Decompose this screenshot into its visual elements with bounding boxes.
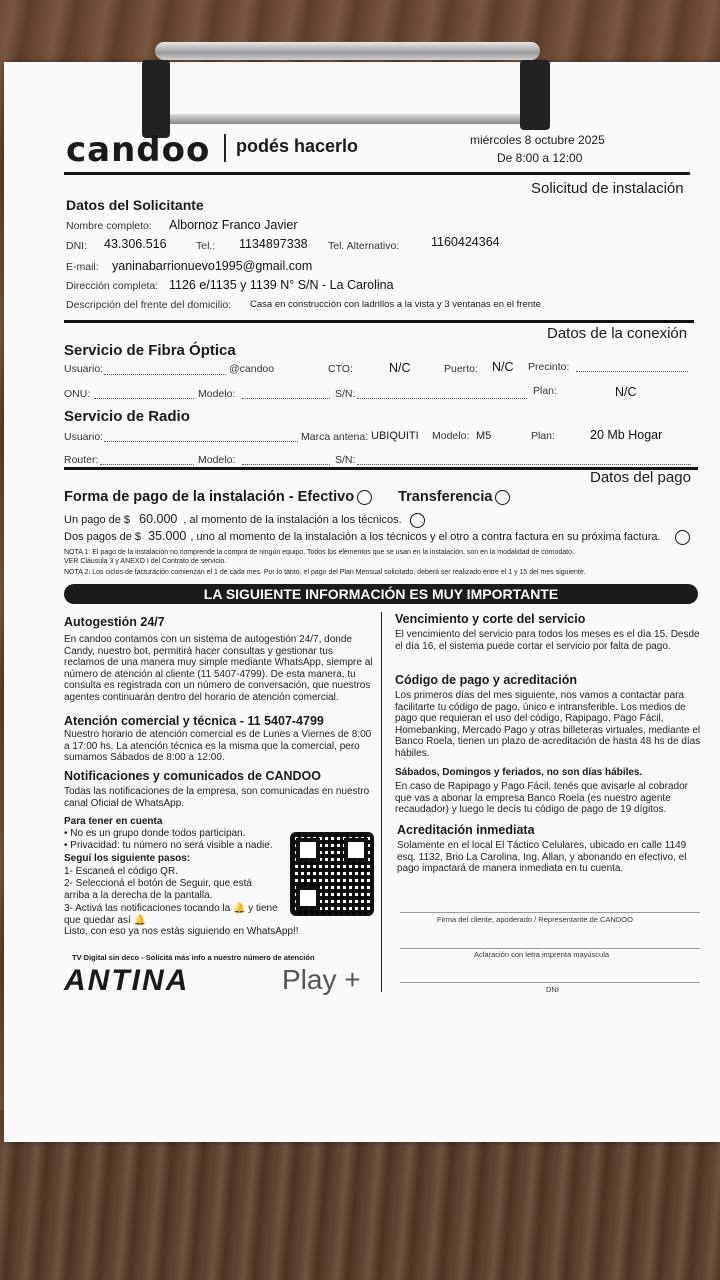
- dos-pagos-suffix: , uno al momento de la instalación a los técnicos y el otro a contra factura en su próxima factura.: [190, 531, 661, 543]
- dos-pagos-radio[interactable]: [675, 530, 690, 545]
- header-rule: [64, 172, 690, 175]
- firma-line[interactable]: [400, 912, 700, 913]
- nombre-field[interactable]: Albornoz Franco Javier: [169, 218, 298, 232]
- acreditacion-text: Solamente en el local El Táctico Celulares, ubicado en calle 1149 esq. 1132, Brio La Carolina, Ing. Allan, y abonando en efectivo, el pago impactará de manera inmediata en tu cuenta.: [397, 840, 687, 875]
- dos-pagos-prefix: Dos pagos de $: [64, 531, 142, 543]
- atencion-text: Nuestro horario de atención comercial es de Lunes a Viernes de 8:00 a 17:00 hs. La atención técnica es la misma que la comercial, pero sumamos Sábados de 8:00 a 12:00.: [64, 729, 372, 764]
- pasos-title: Seguí los siguiente pasos:: [64, 853, 191, 864]
- radio-title: Servicio de Radio: [64, 408, 190, 425]
- column-divider: [381, 612, 382, 992]
- efectivo-radio[interactable]: [357, 490, 372, 505]
- dni-sign-label: DNI: [546, 985, 559, 994]
- conexion-title: Datos de la conexión: [547, 325, 688, 342]
- precinto-field[interactable]: [576, 370, 688, 372]
- radio-modelo-label: Modelo:: [432, 430, 470, 442]
- frente-label: Descripción del frente del domicilio:: [66, 299, 232, 311]
- un-pago-line: [64, 512, 425, 528]
- fibra-usuario-field[interactable]: [104, 373, 226, 375]
- codigo-title: Código de pago y acreditación: [395, 673, 577, 687]
- tel-label: Tel.:: [196, 240, 216, 252]
- antina-logo: ANTINA: [64, 964, 190, 997]
- notificaciones-title: Notificaciones y comunicados de CANDOO: [64, 769, 321, 783]
- qr-corner: [344, 838, 368, 862]
- dos-pagos-line: [64, 529, 690, 545]
- nota-1: NOTA 1: El pago de la instalación no comprende la compra de ningún equipo. Todos los elementos que se usan en la instalación, son en la modalidad de comodato.: [64, 549, 574, 556]
- fibra-plan-label: Plan:: [533, 385, 557, 397]
- antina-play-logo: Play +: [282, 964, 361, 995]
- clipboard-clip-icon: [155, 42, 540, 60]
- important-banner: LA SIGUIENTE INFORMACIÓN ES MUY IMPORTANTE: [64, 584, 698, 604]
- nombre-label: Nombre completo:: [66, 220, 152, 232]
- email-field[interactable]: yaninabarrionuevo1995@gmail.com: [112, 259, 313, 273]
- onu-modelo-field[interactable]: [242, 397, 330, 399]
- paso-2: 2- Seleccioná el botón de Seguir, que está arriba a la derecha de la pantalla.: [64, 878, 252, 901]
- marca-field[interactable]: UBIQUITI: [371, 430, 419, 442]
- router-modelo-field[interactable]: [242, 463, 330, 465]
- appointment-time: De 8:00 a 12:00: [497, 151, 583, 165]
- tel-alt-label: Tel. Alternativo:: [328, 240, 400, 252]
- appointment-date: miércoles 8 octubre 2025: [470, 133, 605, 147]
- radio-usuario-label: Usuario:: [64, 431, 104, 443]
- solicitante-title: Datos del Solicitante: [66, 197, 204, 213]
- frente-field[interactable]: Casa en construcción con ladrillos a la vista y 3 ventanas en el frente: [250, 299, 541, 310]
- candoo-logo: candoo: [66, 130, 211, 170]
- dos-pagos-amount[interactable]: 35.000: [148, 529, 187, 543]
- rapipago-text: En caso de Rapipago y Pago Fácil, tenés que avisarle al cobrador que vas a abonar la empresa Banco Roela (es nuestro agente recaudador) y luego le decís tu código de pago de 19 dígitos.: [395, 781, 688, 816]
- un-pago-radio[interactable]: [410, 513, 425, 528]
- bullet-1: • No es un grupo donde todos participan.: [64, 828, 246, 839]
- qr-corner: [296, 886, 320, 910]
- onu-field[interactable]: [94, 397, 194, 399]
- firma-label: Firma del cliente, apoderado / Representante de CANDOO: [437, 915, 633, 924]
- router-label: Router:: [64, 454, 99, 466]
- notificaciones-text: Todas las notificaciones de la empresa, son comunicadas en nuestro canal Oficial de WhatsApp.: [64, 786, 370, 809]
- fibra-usuario-label: Usuario:: [64, 363, 104, 375]
- puerto-field[interactable]: N/C: [492, 360, 514, 374]
- clip-handle-right: [520, 60, 550, 130]
- onu-label: ONU:: [64, 388, 91, 400]
- onu-sn-field[interactable]: [357, 397, 527, 399]
- aclaracion-line[interactable]: [400, 948, 700, 949]
- dni-field[interactable]: 43.306.516: [104, 237, 167, 251]
- tagline: podés hacerlo: [236, 136, 359, 156]
- router-modelo-label: Modelo:: [198, 454, 236, 466]
- solicitante-rule: [64, 320, 694, 323]
- dni-sign-line[interactable]: [400, 982, 700, 983]
- radio-modelo-field[interactable]: M5: [476, 430, 492, 442]
- router-sn-field[interactable]: [357, 463, 691, 465]
- fibra-title: Servicio de Fibra Óptica: [64, 342, 236, 359]
- form-title: Solicitud de instalación: [531, 180, 684, 197]
- transferencia-label: Transferencia: [398, 489, 493, 505]
- paso-3: 3- Activá las notificaciones tocando la 🔔 y tiene que quedar así 🔔: [64, 903, 278, 926]
- tel-alt-field[interactable]: 1160424364: [431, 235, 500, 249]
- fibra-plan-field[interactable]: N/C: [615, 385, 637, 399]
- logo-separator: [224, 134, 226, 162]
- pago-title: Datos del pago: [590, 469, 691, 486]
- autogestion-text: En candoo contamos con un sistema de autogestión 24/7, donde Candy, nuestro bot, permitirá hacer consultas y gestionar tus reclamos de una manera muy simple mediante WhatsApp, siempre al número de atención al cliente (11 5407-4799). De esta manera, tu consulta es registrada con un número de conversación, que nuestros agentes continuarán dentro del horario de atención comercial.: [64, 634, 373, 703]
- marca-label: Marca antena:: [301, 431, 369, 443]
- un-pago-amount[interactable]: 60.000: [139, 512, 178, 526]
- listo-text: Listo, con eso ya nos estás siguiendo en WhatsApp!!: [64, 926, 299, 937]
- precinto-label: Precinto:: [528, 361, 570, 373]
- vencimiento-text: El vencimiento del servicio para todos los meses es el día 15. Desde el día 16, el sistema puede cortar el servicio por falta de pago.: [395, 629, 700, 652]
- clip-handle-left: [142, 60, 170, 138]
- onu-modelo-label: Modelo:: [198, 388, 236, 400]
- tv-line: TV Digital sin deco - Solicitá más info a nuestro número de atención: [72, 953, 315, 962]
- aclaracion-label: Aclaración con letra imprenta mayúscula: [474, 950, 610, 959]
- clipboard-wire: [160, 114, 530, 124]
- radio-plan-label: Plan:: [531, 430, 555, 442]
- un-pago-suffix: , al momento de la instalación a los técnicos.: [183, 514, 402, 526]
- puerto-label: Puerto:: [444, 363, 478, 375]
- radio-usuario-field[interactable]: [104, 440, 298, 442]
- un-pago-prefix: Un pago de $: [64, 514, 131, 526]
- cto-label: CTO:: [328, 363, 353, 375]
- forma-pago-line: [64, 489, 510, 505]
- bullet-2: • Privacidad: tu número no será visible a nadie.: [64, 840, 273, 851]
- nota-1-ref: VER Cláusula 3 y ANEXO I del Contrato de servicio.: [64, 558, 227, 565]
- atencion-title: Atención comercial y técnica - 11 5407-4799: [64, 714, 324, 728]
- tel-field[interactable]: 1134897338: [239, 237, 308, 251]
- forma-pago-label: Forma de pago de la instalación - Efectivo: [64, 489, 355, 505]
- dias-habiles-note: Sábados, Domingos y feriados, no son días hábiles.: [395, 767, 643, 778]
- direccion-label: Dirección completa:: [66, 280, 159, 292]
- transferencia-radio[interactable]: [495, 490, 510, 505]
- cto-field[interactable]: N/C: [389, 361, 411, 375]
- direccion-field[interactable]: 1126 e/1135 y 1139 N° S/N - La Carolina: [169, 278, 394, 292]
- acreditacion-title: Acreditación inmediata: [397, 823, 535, 837]
- router-sn-label: S/N:: [335, 454, 356, 466]
- whatsapp-qr-code[interactable]: [290, 832, 374, 916]
- vencimiento-title: Vencimiento y corte del servicio: [395, 612, 586, 626]
- onu-sn-label: S/N:: [335, 388, 356, 400]
- router-field[interactable]: [100, 463, 194, 465]
- usuario-suffix: @candoo: [229, 363, 275, 375]
- qr-corner: [296, 838, 320, 862]
- codigo-text: Los primeros días del mes siguiente, nos vamos a contactar para facilitarte tu código de pago, único e intransferible. Los medios de pago que requieran el uso del código, Rapipago, Pago Fácil, Homebanking, Mercado Pago y otras billeteras virtuales, mediante el Banco Roela, tienen un plazo de acreditación de hasta 48 hs de días hábiles.: [395, 690, 701, 759]
- para-tener-title: Para tener en cuenta: [64, 816, 163, 827]
- radio-plan-field[interactable]: 20 Mb Hogar: [590, 428, 663, 442]
- dni-label: DNI:: [66, 240, 87, 252]
- nota-2: NOTA 2: Los ciclos de facturación comienzan el 1 de cada mes. Por lo tanto, el pago del Plan Mensual solicitado, deberá ser realizado entre el 1 y 15 del mes siguiente.: [64, 569, 586, 576]
- email-label: E-mail:: [66, 261, 99, 273]
- paso-1: 1- Escaneá el código QR.: [64, 866, 178, 877]
- autogestion-title: Autogestión 24/7: [64, 615, 165, 629]
